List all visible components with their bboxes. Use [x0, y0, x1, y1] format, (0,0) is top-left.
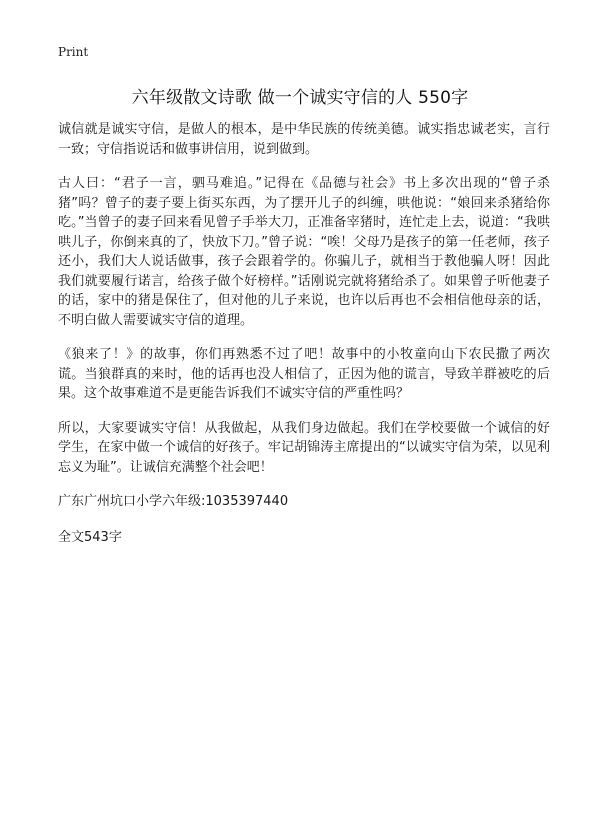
paragraph-3: 《狼来了！》的故事，你们再熟悉不过了吧！故事中的小牧童向山下农民撒了两次谎。当狼群真的来时，他的话再也没人相信了，正因为他的谎言，导致羊群被吃的后果。这个故事难道不是更能告诉我们不诚实守信的严重性吗？: [58, 347, 550, 401]
word-count: 全文543字: [58, 529, 122, 545]
paragraph-4: 所以，大家要诚实守信！从我做起，从我们身边做起。我们在学校要做一个诚信的好学生，在家中做一个诚信的好孩子。牢记胡锦涛主席提出的“以诚实守信为荣，以见利忘义为耻”。让诚信充满整个社会吧！: [58, 420, 550, 475]
paragraph-2: 古人曰：“君子一言，驷马难追。”记得在《品德与社会》书上多次出现的“曾子杀猪”吗？曾子的妻子要上街买东西，为了摆开儿子的纠缠，哄他说：“娘回来杀猪给你吃。”当曾子的妻子回来看见曾子手举大刀，正准备宰猪时，连忙走上去，说道：“我哄哄儿子，你倒来真的了，快放下刀。”曾子说：“唉！父母乃是孩子的第一任老师，孩子还小，我们大人说话做事，孩子会跟着学的。你骗儿子，就相当于教他骗人呀！因此我们就要履行诺言，给孩子做个好榜样。”话刚说完就将猪给杀了。如果曾子听他妻子的话，家中的猪是保住了，但对他的儿子来说，也许以后再也不会相信他母亲的话，不明白做人需要诚实守信的道理。: [58, 176, 550, 328]
paragraph-1: 诚信就是诚实守信，是做人的根本，是中华民族的传统美德。诚实指忠诚老实，言行一致；守信指说话和做事讲信用，说到做到。: [58, 122, 550, 157]
author-line: 广东广州坑口小学六年级:1035397440: [58, 494, 289, 509]
article-title: 六年级散文诗歌 做一个诚实守信的人 550字: [131, 88, 469, 108]
article-body: [58, 120, 550, 563]
print-label: Print: [58, 45, 89, 59]
